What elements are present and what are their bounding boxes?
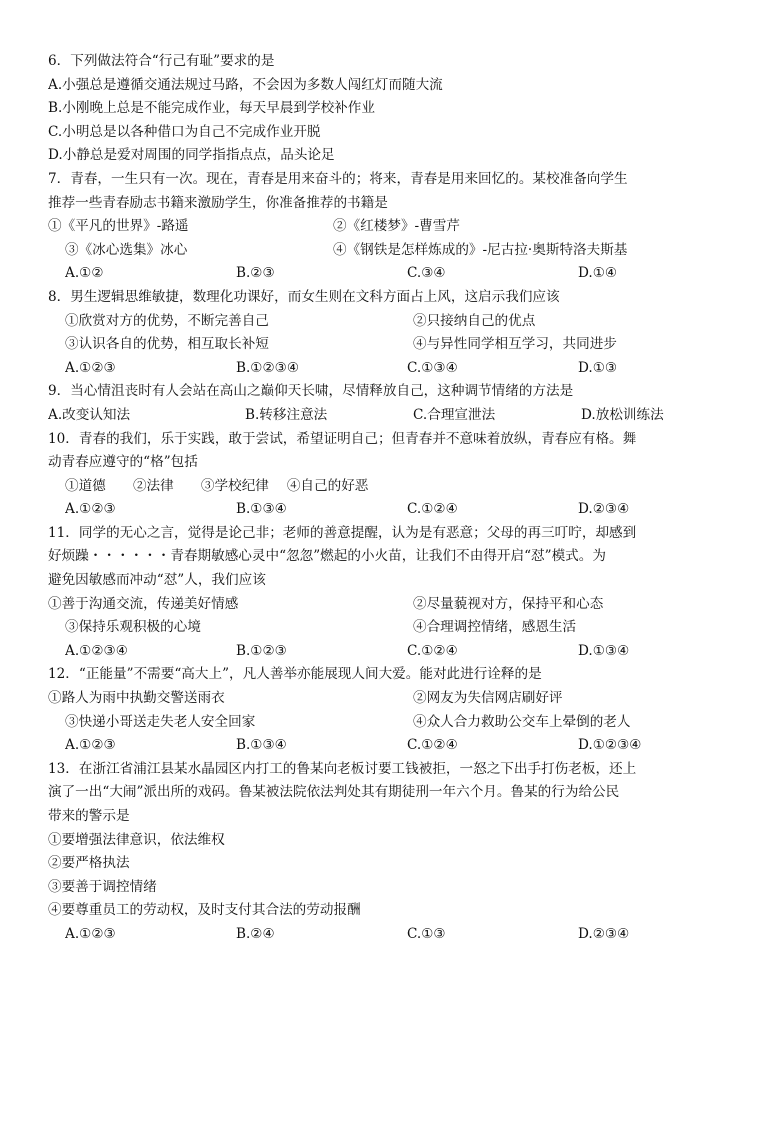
question-7-option-b: B.②③ [236,265,275,282]
question-13-options [48,923,749,947]
question-12-item-4: ④众人合力救助公交车上晕倒的老人 [413,713,631,730]
question-11-options [48,640,749,664]
question-12-option-c: C.①②④ [407,737,458,754]
question-11-option-b: B.①②③ [236,642,287,659]
question-12 [48,663,749,757]
question-11-item-2: ②尽量藐视对方，保持平和心态 [413,595,604,612]
question-10-option-d: D.②③④ [578,501,630,518]
question-9 [48,380,749,427]
question-10-items: ①道德 ②法律 ③学校纪律 ④自己的好恶 [65,477,369,494]
question-13-item-4: ④要尊重员工的劳动权，及时支付其合法的劳动报酬 [48,902,361,919]
question-13-option-a: A.①②③ [65,925,116,942]
question-7-option-a: A.①② [65,265,104,282]
question-12-option-d: D.①②③④ [578,737,642,754]
question-13-item-2: ②要严格执法 [48,855,130,872]
question-8-options [48,357,749,381]
question-9-stem: 9．当心情沮丧时有人会站在高山之巅仰天长啸，尽情释放自己，这种调节情绪的方法是 [48,383,574,400]
question-11-stem-line-1: 11．同学的无心之言，觉得是论己非；老师的善意提醒，认为是有恶意；父母的再三叮咛，却感到 [48,524,637,541]
question-12-stem: 12．“正能量”不需要“高大上”，凡人善举亦能展现人间大爱。能对此进行诠释的是 [48,666,542,683]
question-8-items-row-2 [48,333,749,357]
question-7-stem-line-2: 推荐一些青春励志书籍来激励学生，你准备推荐的书籍是 [48,194,388,211]
question-8-option-a: A.①②③ [65,359,116,376]
question-11-item-1: ①善于沟通交流，传递美好情感 [48,595,239,612]
question-8 [48,286,749,380]
question-8-option-c: C.①③④ [407,359,458,376]
question-6-option-c: C.小明总是以各种借口为自己不完成作业开脱 [48,123,321,140]
question-8-item-1: ①欣赏对方的优势，不断完善自己 [65,312,269,329]
question-10-option-b: B.①③④ [236,501,287,518]
question-13-option-b: B.②④ [236,925,275,942]
question-9-option-c: C.合理宣泄法 [413,406,496,423]
question-8-option-d: D.①③ [578,359,618,376]
question-11-item-3: ③保持乐观积极的心境 [65,619,201,636]
question-13-item-3: ③要善于调控情绪 [48,878,157,895]
question-12-item-1: ①路人为雨中执勤交警送雨衣 [48,690,225,707]
question-6 [48,50,749,168]
question-8-option-b: B.①②③④ [236,359,300,376]
question-7-item-1: ①《平凡的世界》-路遥 [48,218,189,235]
question-10-option-c: C.①②④ [407,501,458,518]
question-12-option-a: A.①②③ [65,737,116,754]
question-11-stem-line-3: 避免因敏感而冲动“怼”人，我们应该 [48,572,266,589]
question-9-option-b: B.转移注意法 [245,406,328,423]
question-8-items-row-1 [48,310,749,334]
question-10-options [48,498,749,522]
question-12-items-row-1 [48,687,749,711]
question-11-items-row-2 [48,616,749,640]
question-10-stem-line-2: 动青春应遵守的“格”包括 [48,454,198,471]
question-7-item-3: ③《冰心选集》冰心 [65,241,188,258]
question-7-item-2: ②《红楼梦》-曹雪芹 [333,218,460,235]
question-9-option-d: D.放松训练法 [581,406,664,423]
question-11-option-c: C.①②④ [407,642,458,659]
question-11-option-a: A.①②③④ [65,642,128,659]
question-10 [48,428,749,522]
question-13 [48,758,749,947]
question-6-option-a: A.小强总是遵循交通法规过马路，不会因为多数人闯红灯而随大流 [48,76,443,93]
question-8-stem: 8．男生逻辑思维敏捷，数理化功课好，而女生则在文科方面占上风，这启示我们应该 [48,288,560,305]
question-12-option-b: B.①③④ [236,737,287,754]
question-13-stem-line-2: 演了一出“大闹”派出所的戏码。鲁某被法院依法判处其有期徒刑一年六个月。鲁某的行为给公民 [48,784,620,801]
question-10-option-a: A.①②③ [65,501,116,518]
question-11 [48,522,749,664]
question-6-option-d: D.小静总是爱对周围的同学指指点点，品头论足 [48,147,335,164]
question-7-item-4: ④《钢铁是怎样炼成的》-尼古拉·奥斯特洛夫斯基 [333,241,628,258]
question-11-stem-line-2: 好烦躁・・・・・・青春期敏感心灵中“忽忽”燃起的小火苗，让我们不由得开启“怼”模式。为 [48,548,606,565]
question-7-items-row-1 [48,215,749,239]
question-11-items-row-1 [48,593,749,617]
question-12-options [48,734,749,758]
question-6-option-b: B.小刚晚上总是不能完成作业，每天早晨到学校补作业 [48,100,375,117]
question-8-item-3: ③认识各自的优势，相互取长补短 [65,336,269,353]
question-7-stem-line-1: 7．青春，一生只有一次。现在，青春是用来奋斗的；将来，青春是用来回忆的。某校准备向学生 [48,170,628,187]
question-12-items-row-2 [48,711,749,735]
question-13-item-1: ①要增强法律意识，依法维权 [48,831,225,848]
question-10-stem-line-1: 10．青春的我们，乐于实践，敢于尝试，希望证明自己；但青春并不意味着放纵，青春应有格。舞 [48,430,637,447]
question-7-options [48,262,749,286]
question-7-option-c: C.③④ [407,265,446,282]
question-13-option-c: C.①③ [407,925,446,942]
question-7-items-row-2 [48,239,749,263]
question-7-option-d: D.①④ [578,265,618,282]
question-12-item-3: ③快递小哥送走失老人安全回家 [65,713,256,730]
question-9-option-a: A.改变认知法 [48,406,131,423]
question-9-options [48,404,749,428]
question-11-item-4: ④合理调控情绪，感恩生活 [413,619,577,636]
question-8-item-4: ④与异性同学相互学习，共同进步 [413,336,617,353]
question-12-item-2: ②网友为失信网店刷好评 [413,690,563,707]
question-13-stem-line-3: 带来的警示是 [48,808,130,824]
question-8-item-2: ②只接纳自己的优点 [413,312,536,329]
question-13-option-d: D.②③④ [578,925,630,942]
question-7 [48,168,749,286]
question-11-option-d: D.①③④ [578,642,630,659]
question-6-stem: 6．下列做法符合“行己有耻”要求的是 [48,53,275,69]
question-13-stem-line-1: 13．在浙江省浦江县某水晶园区内打工的鲁某向老板讨要工钱被拒，一怒之下出手打伤老板，还上 [48,760,637,777]
